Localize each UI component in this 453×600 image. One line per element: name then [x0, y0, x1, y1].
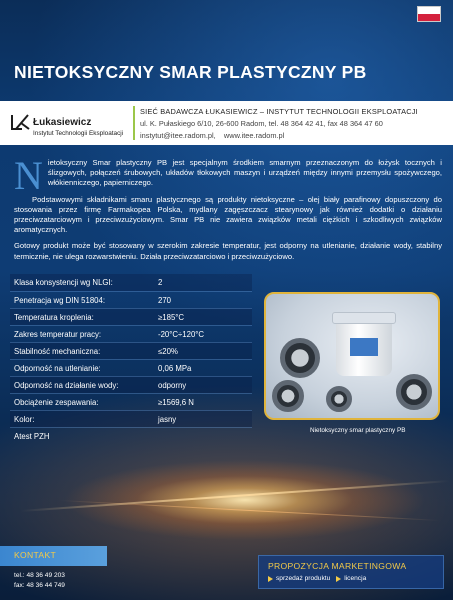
spec-key: Kolor: — [14, 414, 35, 424]
flag-white-stripe — [418, 7, 440, 14]
spec-key: Atest PZH — [14, 431, 50, 441]
bearing-image — [326, 386, 352, 412]
light-flare-secondary — [60, 500, 440, 521]
spec-row — [10, 342, 252, 359]
institute-info — [140, 107, 418, 140]
institute-contact-web — [140, 131, 418, 140]
description-paragraph-3: Gotowy produkt może być stosowany w szerokim zakresie temperatur, jest odporny na utlenianie, działanie wody, stabilny termicznie, nie ulega rozwarstwieniu. Działa przeciwzatarciowo i przeciwzużyciowo. — [14, 241, 442, 261]
header-divider — [133, 106, 135, 140]
spec-value: ≤20% — [158, 346, 178, 356]
institute-name: SIEĆ BADAWCZA ŁUKASIEWICZ – INSTYTUT TECHNOLOGII EKSPLOATACJI — [140, 107, 418, 116]
logo-name: Łukasiewicz — [33, 117, 92, 128]
spec-value: 270 — [158, 295, 172, 305]
spec-row — [10, 274, 252, 291]
spec-value: 2 — [158, 278, 163, 287]
marketing-proposal-items — [268, 575, 366, 582]
lukasiewicz-logo-icon — [10, 111, 32, 133]
spec-row — [10, 308, 252, 325]
spec-value: ≥1569,6 N — [158, 397, 194, 407]
arrow-right-icon — [336, 576, 341, 582]
description-paragraph-1 — [14, 153, 442, 198]
bucket-label-image — [350, 338, 378, 356]
spec-row — [10, 427, 252, 444]
proposal-item-label: licencja — [344, 575, 367, 582]
arrow-right-icon — [268, 576, 273, 582]
spec-row — [10, 376, 252, 393]
bucket-lid-image — [332, 312, 396, 324]
spec-key: Penetracja wg DIN 51804: — [14, 295, 106, 305]
bearing-image — [272, 380, 304, 412]
poland-flag-icon[interactable] — [417, 6, 441, 22]
contact-heading: KONTAKT — [14, 550, 57, 560]
spec-key: Odporność na działanie wody: — [14, 380, 119, 390]
spec-key: Klasa konsystencji wg NLGI: — [14, 278, 113, 287]
photo-caption: Nietoksyczny smar plastyczny PB — [310, 427, 406, 434]
spec-value: jasny — [158, 414, 177, 424]
product-photo — [264, 292, 440, 420]
institute-website[interactable]: www.itee.radom.pl — [223, 131, 285, 140]
description — [14, 153, 442, 268]
contact-phone: tel.: 48 36 49 203 — [14, 572, 65, 579]
logo — [10, 107, 135, 141]
spec-value: ≥185°C — [158, 312, 185, 322]
proposal-item-sale — [268, 575, 330, 582]
spec-key: Zakres temperatur pracy: — [14, 329, 102, 339]
spec-value: odporny — [158, 380, 187, 390]
bearing-image — [280, 338, 320, 378]
bearing-image — [396, 374, 432, 410]
spec-value: 0,06 MPa — [158, 363, 192, 373]
proposal-item-label: sprzedaż produktu — [276, 575, 331, 582]
description-text-1: ietoksyczny Smar plastyczny PB jest specjalnym środkiem smarnym przeznaczonym do łożysk tocznych i ślizgowych, połączeń śrubowych, układów tłokowych maszyn i urządzeń między innymi przemysłu spożywczego, włókienniczego, papierniczego. — [47, 158, 442, 188]
spec-row — [10, 359, 252, 376]
page-title: NIETOKSYCZNY SMAR PLASTYCZNY PB — [14, 62, 367, 82]
spec-table — [10, 274, 252, 444]
spec-key: Temperatura kroplenia: — [14, 312, 94, 322]
spec-key: Obciążenie zespawania: — [14, 397, 99, 407]
dropcap: N — [14, 153, 43, 198]
description-paragraph-2: Podstawowymi składnikami smaru plastycznego są produkty nietoksyczne – olej biały parafinowy dopuszczony do stosowania przez firmę Farmakopea Polska, mydlany zagęszczacz stearynowy jak również dodatki o działaniu przeciwzatarciowym i przeciwzużyciowym. Smar PB nie zawiera związków metali ciężkich i szkodliwych związków aromatycznych. — [14, 194, 442, 235]
proposal-item-license — [336, 575, 366, 582]
institute-email[interactable]: instytut@itee.radom.pl, — [140, 131, 216, 140]
logo-subtitle: Instytut Technologii Eksploatacji — [33, 130, 124, 137]
spec-value: -20°C÷120°C — [158, 329, 205, 339]
marketing-proposal-title: PROPOZYCJA MARKETINGOWA — [268, 561, 407, 571]
light-flare — [20, 480, 449, 512]
spec-row — [10, 410, 252, 427]
institute-address: ul. K. Pułaskiego 6/10, 26-600 Radom, tel. 48 364 42 41, fax 48 364 47 60 — [140, 119, 383, 128]
spec-row — [10, 393, 252, 410]
spec-row — [10, 291, 252, 308]
spec-key: Stabilność mechaniczna: — [14, 346, 101, 356]
flag-red-stripe — [418, 14, 440, 21]
spec-row — [10, 325, 252, 342]
contact-details — [14, 571, 65, 591]
contact-fax: fax: 48 36 44 749 — [14, 582, 65, 589]
spec-key: Odporność na utlenianie: — [14, 363, 101, 373]
